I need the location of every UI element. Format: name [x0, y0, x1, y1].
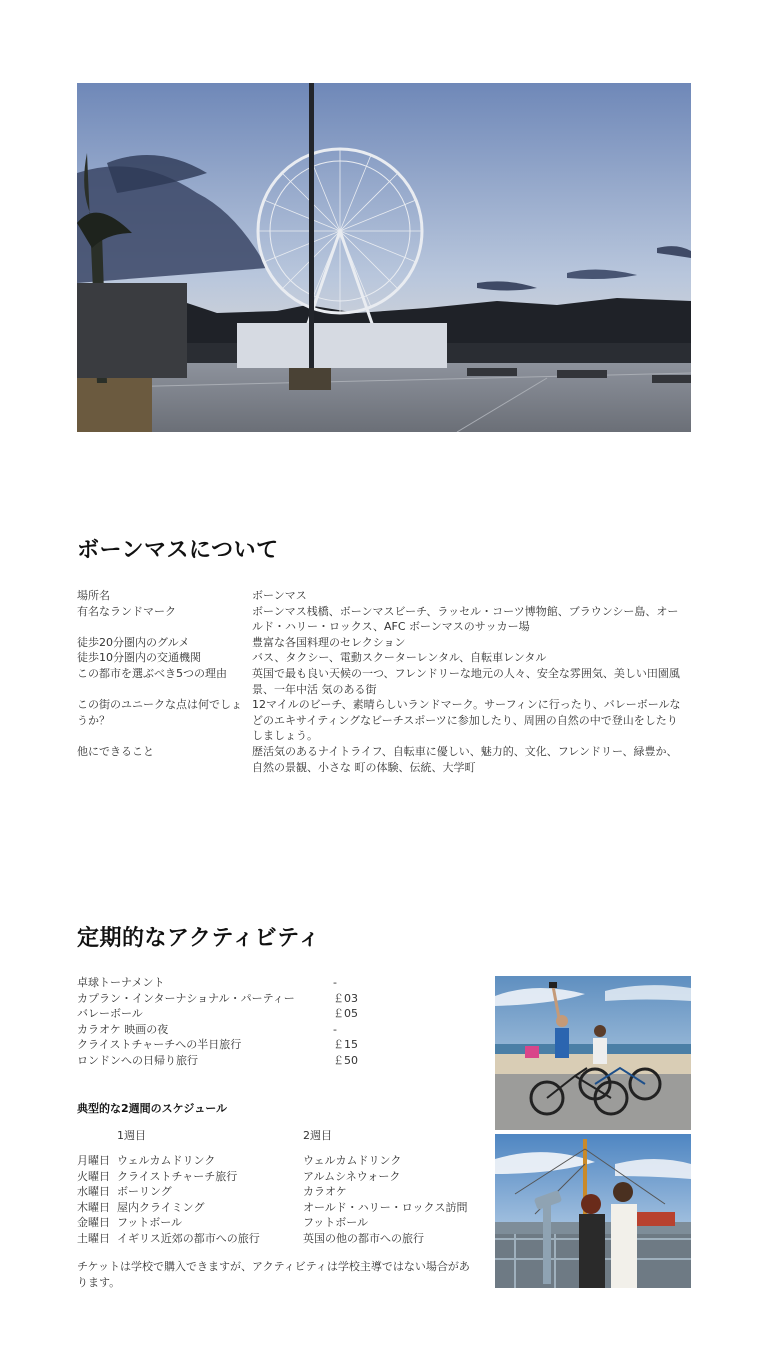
activity-item — [77, 1006, 377, 1022]
hero-photo-ferris-wheel — [77, 83, 691, 432]
info-row-reasons — [77, 666, 691, 697]
schedule-row — [77, 1200, 487, 1216]
activity-name: カラオケ 映画の夜 — [77, 1022, 169, 1036]
activity-name: クライストチャーチへの半日旅行 — [77, 1038, 242, 1052]
info-value: 歴活気のあるナイトライフ、自転車に優しい、魅力的、文化、フレンドリー、緑豊か、自然の景観、小さな 町の体験、伝統、大学町 — [252, 744, 678, 774]
schedule-title: 典型的な2週間のスケジュール — [77, 1102, 227, 1115]
activity-name: 卓球トーナメント — [77, 976, 165, 989]
activity-list — [77, 975, 377, 1069]
schedule-week2-cell: カラオケ — [303, 1185, 347, 1199]
schedule-week1-cell: ボーリング — [117, 1185, 172, 1199]
schedule-week2-cell: オールド・ハリー・ロックス訪問 — [303, 1200, 468, 1214]
schedule-week1-cell: 屋内クライミング — [117, 1200, 205, 1214]
info-row-transport — [77, 650, 691, 666]
info-label: 他にできること — [77, 744, 154, 758]
info-value: 英国で最も良い天候の一つ、フレンドリーな地元の人々、安全な雰囲気、美しい田園風景、一年中活 気のある街 — [252, 666, 680, 696]
schedule-row — [77, 1153, 487, 1169]
activity-item — [77, 975, 377, 991]
info-label: この街のユニークな点は何でしょうか？ — [77, 698, 242, 727]
schedule-row — [77, 1184, 487, 1200]
schedule-table — [77, 1153, 487, 1247]
schedule-week2-header: 2週目 — [303, 1129, 332, 1142]
info-row-other — [77, 744, 691, 775]
activity-price: - — [333, 1022, 337, 1036]
activity-item — [77, 1037, 377, 1053]
activity-price: ￡50 — [333, 1053, 358, 1067]
photo-cyclists — [495, 976, 691, 1130]
info-row-location — [77, 588, 691, 604]
photo-pier-friends — [495, 1134, 691, 1288]
info-row-landmarks — [77, 604, 691, 635]
schedule-week1-cell: クライストチャーチ旅行 — [117, 1169, 238, 1183]
schedule-row — [77, 1169, 487, 1185]
info-value: ボーンマス — [252, 589, 307, 602]
schedule-week1-cell: イギリス近郊の都市への旅行 — [117, 1231, 260, 1245]
activity-name: カプラン・インターナショナル・パーティー — [77, 991, 295, 1005]
activity-price: - — [333, 976, 337, 989]
schedule-day: 木曜日 — [77, 1200, 110, 1214]
activity-item — [77, 1053, 377, 1069]
activity-price: ￡03 — [333, 991, 358, 1005]
info-table — [77, 588, 691, 775]
activity-price: ￡15 — [333, 1038, 358, 1052]
info-value: バス、タクシー、電動スクーターレンタル、自転車レンタル — [252, 651, 547, 665]
schedule-week1-header: 1週目 — [117, 1129, 146, 1142]
schedule-day: 水曜日 — [77, 1185, 110, 1199]
schedule-row — [77, 1215, 487, 1231]
schedule-day: 金曜日 — [77, 1216, 110, 1230]
activity-item — [77, 1022, 377, 1038]
about-heading: ボーンマスについて — [77, 538, 279, 563]
schedule-week1-cell: フットボール — [117, 1216, 183, 1230]
info-row-food — [77, 635, 691, 651]
schedule-week2-cell: フットボール — [303, 1216, 369, 1230]
info-label: 徒歩20分圏内のグルメ — [77, 635, 190, 649]
schedule-week1-cell: ウェルカムドリンク — [117, 1154, 216, 1167]
schedule-week2-cell: アルムシネウォーク — [303, 1169, 401, 1183]
info-row-unique — [77, 697, 691, 744]
info-label: この都市を選ぶべき5つの理由 — [77, 666, 227, 680]
schedule-day: 月曜日 — [77, 1154, 110, 1167]
info-label: 場所名 — [77, 589, 110, 602]
schedule-week2-cell: ウェルカムドリンク — [303, 1154, 402, 1167]
activity-item — [77, 991, 377, 1007]
info-value: 豊富な各国料理のセレクション — [252, 635, 406, 649]
activities-heading: 定期的なアクティビティ — [77, 926, 321, 951]
activity-name: ロンドンへの日帰り旅行 — [77, 1053, 198, 1067]
activity-name: バレーボール — [77, 1007, 143, 1021]
info-label: 有名なランドマーク — [77, 604, 176, 618]
info-label: 徒歩10分圏内の交通機関 — [77, 651, 201, 665]
activity-price: ￡05 — [333, 1007, 358, 1021]
info-value: 12マイルのビーチ、素晴らしいランドマーク。サーフィンに行ったり、バレーボールなどのエキサイティングなビーチスポーツに参加したり、周囲の自然の中で登山をしたりしましょう。 — [252, 698, 681, 743]
schedule-day: 火曜日 — [77, 1169, 110, 1183]
schedule-row — [77, 1231, 487, 1247]
info-value: ボーンマス桟橋、ボーンマスビーチ、ラッセル・コーツ博物館、ブラウンシー島、オールド・ハリー・ロックス、AFC ボーンマスのサッカー場 — [252, 604, 679, 634]
schedule-day: 土曜日 — [77, 1231, 110, 1245]
ticket-note: チケットは学校で購入できますが、アクティビティは学校主導ではない場合があります。 — [77, 1260, 470, 1289]
schedule-week2-cell: 英国の他の都市への旅行 — [303, 1231, 424, 1245]
